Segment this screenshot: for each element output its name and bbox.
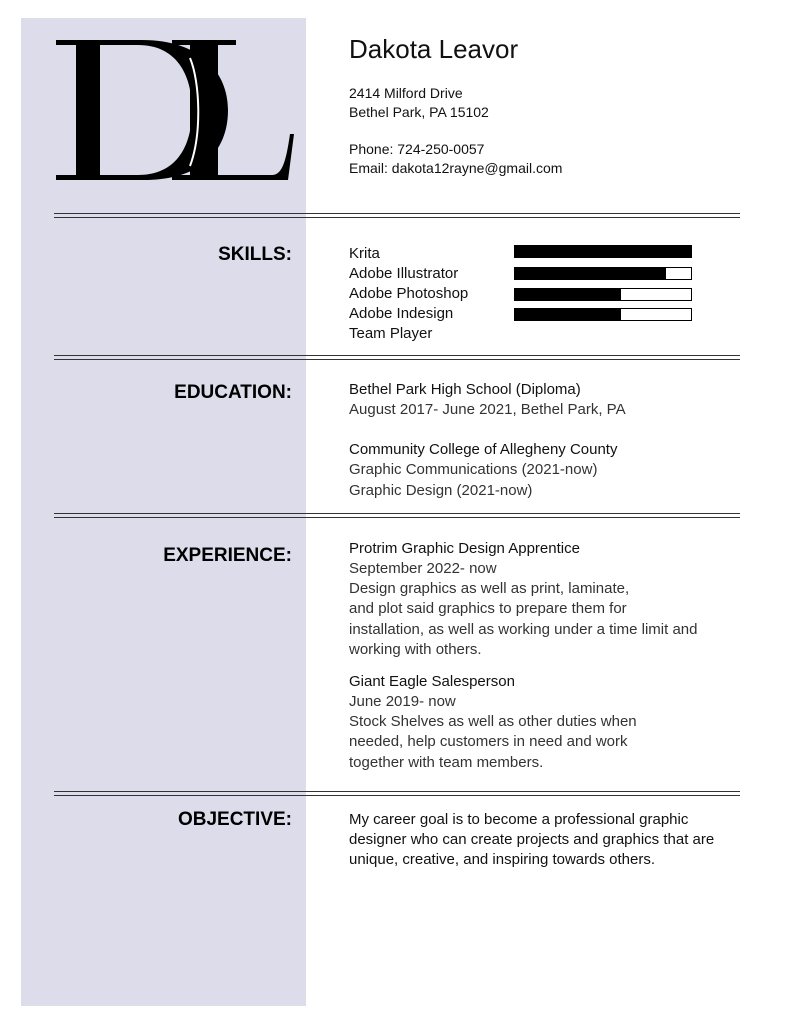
skill-level-bar xyxy=(514,267,692,280)
skill-level-fill xyxy=(515,246,691,257)
job-description-line: Design graphics as well as print, laminate, xyxy=(349,580,630,597)
section-divider xyxy=(54,795,740,796)
job-dates: June 2019- now xyxy=(349,693,456,710)
objective-text-line: unique, creative, and inspiring towards others. xyxy=(349,851,656,868)
job-description-line: and plot said graphics to prepare them for xyxy=(349,600,627,617)
email-address: Email: dakota12rayne@gmail.com xyxy=(349,160,563,176)
section-divider xyxy=(54,359,740,360)
job-description-line: needed, help customers in need and work xyxy=(349,733,628,750)
dl-monogram-logo xyxy=(52,34,296,186)
skill-level-bar xyxy=(514,245,692,258)
skills-heading: SKILLS: xyxy=(218,244,292,265)
job-description-line: installation, as well as working under a time limit and xyxy=(349,621,698,638)
section-divider xyxy=(54,355,740,356)
section-divider xyxy=(54,513,740,514)
skill-level-fill xyxy=(515,289,621,300)
skill-level-fill xyxy=(515,309,621,320)
objective-heading: OBJECTIVE: xyxy=(177,809,292,830)
job-description-line: together with team members. xyxy=(349,754,544,771)
objective-text-line: My career goal is to become a professional graphic xyxy=(349,811,689,828)
job-title: Giant Eagle Salesperson xyxy=(349,673,515,690)
phone-number: Phone: 724-250-0057 xyxy=(349,141,485,157)
section-divider xyxy=(54,517,740,518)
school-title: Community College of Allegheny County xyxy=(349,441,618,458)
job-description-line: Stock Shelves as well as other duties when xyxy=(349,713,637,730)
address-line-2: Bethel Park, PA 15102 xyxy=(349,104,489,120)
school-detail: Graphic Communications (2021-now) xyxy=(349,461,598,478)
school-title: Bethel Park High School (Diploma) xyxy=(349,381,581,398)
school-detail: August 2017- June 2021, Bethel Park, PA xyxy=(349,401,626,418)
skill-name: Adobe Indesign xyxy=(349,305,454,322)
skill-name: Team Player xyxy=(349,325,433,342)
objective-text-line: designer who can create projects and graphics that are xyxy=(349,831,715,848)
applicant-name: Dakota Leavor xyxy=(349,34,519,64)
section-divider xyxy=(54,213,740,214)
skill-name: Adobe Illustrator xyxy=(349,265,459,282)
section-divider xyxy=(54,791,740,792)
section-divider xyxy=(54,217,740,218)
skill-level-fill xyxy=(515,268,666,279)
skill-name: Krita xyxy=(349,245,380,262)
skill-level-bar xyxy=(514,308,692,321)
job-dates: September 2022- now xyxy=(349,560,497,577)
skill-name: Adobe Photoshop xyxy=(349,285,469,302)
experience-heading: EXPERIENCE: xyxy=(163,545,292,566)
skill-level-bar xyxy=(514,288,692,301)
school-detail: Graphic Design (2021-now) xyxy=(349,482,533,499)
address-line-1: 2414 Milford Drive xyxy=(349,85,463,101)
job-description-line: working with others. xyxy=(349,641,482,658)
job-title: Protrim Graphic Design Apprentice xyxy=(349,540,580,557)
education-heading: EDUCATION: xyxy=(174,382,292,403)
